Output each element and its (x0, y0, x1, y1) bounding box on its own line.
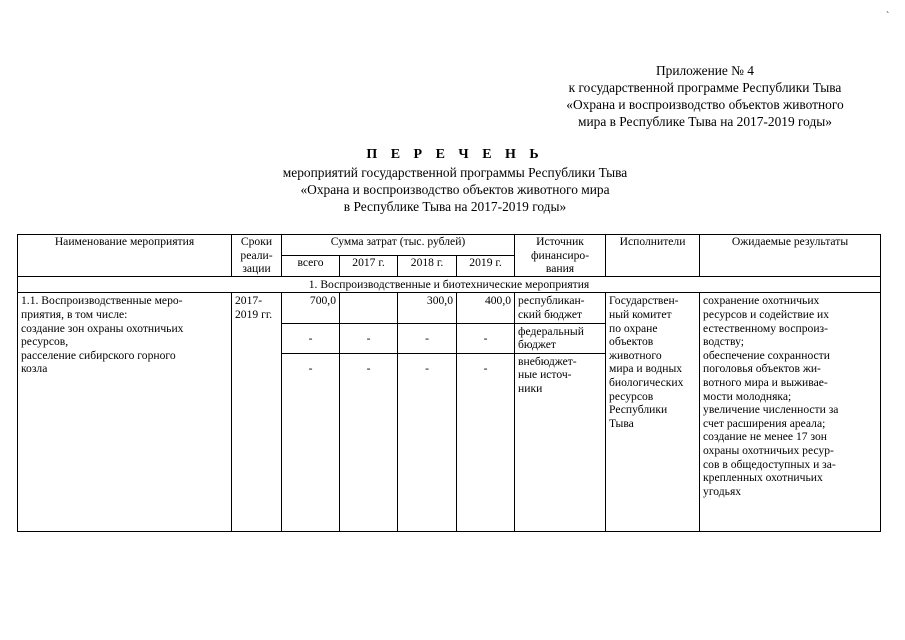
cost-total-cell: - (282, 353, 340, 531)
executor-line: ный комитет (609, 307, 672, 321)
cost-2018-cell: - (398, 323, 457, 353)
table-header-row-1 (18, 235, 881, 256)
document-title (200, 146, 710, 215)
activity-name-line: ресурсов, (21, 335, 69, 349)
funding-source-line: федеральный (518, 324, 584, 338)
activity-name-line: козла (21, 362, 48, 376)
executors-cell (606, 293, 700, 531)
cost-2019-cell: - (457, 323, 515, 353)
appendix-number: Приложение № 4 (655, 63, 755, 78)
executor-line: Государствен- (609, 294, 679, 308)
executor-line: по охране (609, 321, 658, 335)
cost-2018-cell: - (398, 353, 457, 531)
appendix-program-name-line1: «Охрана и воспроизводство объектов животного (566, 97, 844, 112)
cost-total-cell: - (282, 323, 340, 353)
header-costs: Сумма затрат (тыс. рублей) (282, 235, 515, 256)
table-row (18, 293, 881, 323)
header-2018: 2018 г. (398, 255, 457, 276)
cost-2019-cell: - (457, 353, 515, 531)
executor-line: ресурсов (609, 389, 654, 403)
funding-source-cell (515, 293, 606, 323)
header-results: Ожидаемые результаты (700, 235, 881, 277)
title-heading: П Е Р Е Ч Е Н Ь (366, 147, 544, 162)
executor-line: Республики (609, 403, 668, 417)
header-2019: 2019 г. (457, 255, 515, 276)
funding-source-cell (515, 353, 606, 531)
title-line3: в Республике Тыва на 2017-2019 годы» (343, 199, 567, 214)
header-name: Наименование мероприятия (18, 235, 232, 277)
header-source-line: финансиро- (530, 248, 590, 262)
result-line: мости молодняка; (703, 389, 792, 403)
funding-source-line: республикан- (518, 294, 585, 308)
cost-total-cell: 700,0 (282, 293, 340, 323)
result-line: сохранение охотничьих (703, 294, 820, 308)
header-2017: 2017 г. (340, 255, 398, 276)
executor-line: объектов (609, 335, 654, 349)
header-source-line: Источник (536, 235, 584, 248)
result-line: создание не менее 17 зон (703, 430, 827, 444)
result-line: угодьях (703, 484, 742, 498)
activity-name-line: создание зон охраны охотничьих (21, 321, 184, 335)
activity-term-cell (232, 293, 282, 531)
activities-table (17, 234, 881, 532)
activity-term-line: 2019 гг. (235, 307, 273, 321)
header-terms (232, 235, 282, 277)
result-line: ресурсов и содействие их (703, 307, 830, 321)
header-source-line: вания (545, 262, 575, 276)
result-line: сов в общедоступных и за- (703, 457, 836, 471)
funding-source-line: ники (518, 381, 543, 395)
funding-source-cell (515, 323, 606, 353)
funding-source-line: ные источ- (518, 368, 572, 382)
results-cell (700, 293, 881, 531)
section-row (18, 276, 881, 293)
cost-2017-cell: - (340, 323, 398, 353)
result-line: счет расширения ареала; (703, 416, 826, 430)
appendix-program-line: к государственной программе Республики Тыва (568, 80, 842, 95)
header-terms-line: реали- (240, 248, 273, 262)
appendix-header (540, 62, 870, 130)
executor-line: Тыва (609, 416, 634, 430)
funding-source-line: ский бюджет (518, 307, 583, 321)
result-line: увеличение численности за (703, 403, 839, 417)
section-title: 1. Воспроизводственные и биотехнические мероприятия (18, 276, 881, 293)
result-line: крепленных охотничьих (703, 471, 823, 485)
activity-name-line: расселение сибирского горного (21, 348, 176, 362)
activity-name-line: приятия, в том числе: (21, 307, 128, 321)
title-line2: «Охрана и воспроизводство объектов животного мира (300, 182, 610, 197)
header-source (515, 235, 606, 277)
cost-2017-cell (340, 293, 398, 323)
header-executors: Исполнители (606, 235, 700, 277)
activity-name-line: 1.1. Воспроизводственные меро- (21, 294, 183, 308)
corner-mark: ` (886, 11, 890, 22)
result-line: поголовья объектов жи- (703, 362, 821, 376)
funding-source-line: бюджет (518, 338, 556, 352)
executor-line: животного (609, 348, 662, 362)
result-line: вотного мира и выживае- (703, 375, 828, 389)
appendix-program-name-line2: мира в Республике Тыва на 2017-2019 годы» (577, 114, 832, 129)
funding-source-line: внебюджет- (518, 354, 577, 368)
header-terms-line: зации (242, 262, 271, 276)
executor-line: мира и водных (609, 362, 683, 376)
title-line1: мероприятий государственной программы Республики Тыва (282, 165, 628, 180)
activity-term-line: 2017- (235, 294, 263, 308)
header-total: всего (282, 255, 340, 276)
result-line: водству; (703, 335, 744, 349)
header-terms-line: Сроки (240, 235, 273, 248)
cost-2017-cell: - (340, 353, 398, 531)
cost-2018-cell: 300,0 (398, 293, 457, 323)
cost-2019-cell: 400,0 (457, 293, 515, 323)
result-line: естественному воспроиз- (703, 321, 828, 335)
result-line: охраны охотничьих ресур- (703, 443, 834, 457)
result-line: обеспечение сохранности (703, 348, 830, 362)
executor-line: биологических (609, 375, 684, 389)
activity-name-cell (18, 293, 232, 531)
